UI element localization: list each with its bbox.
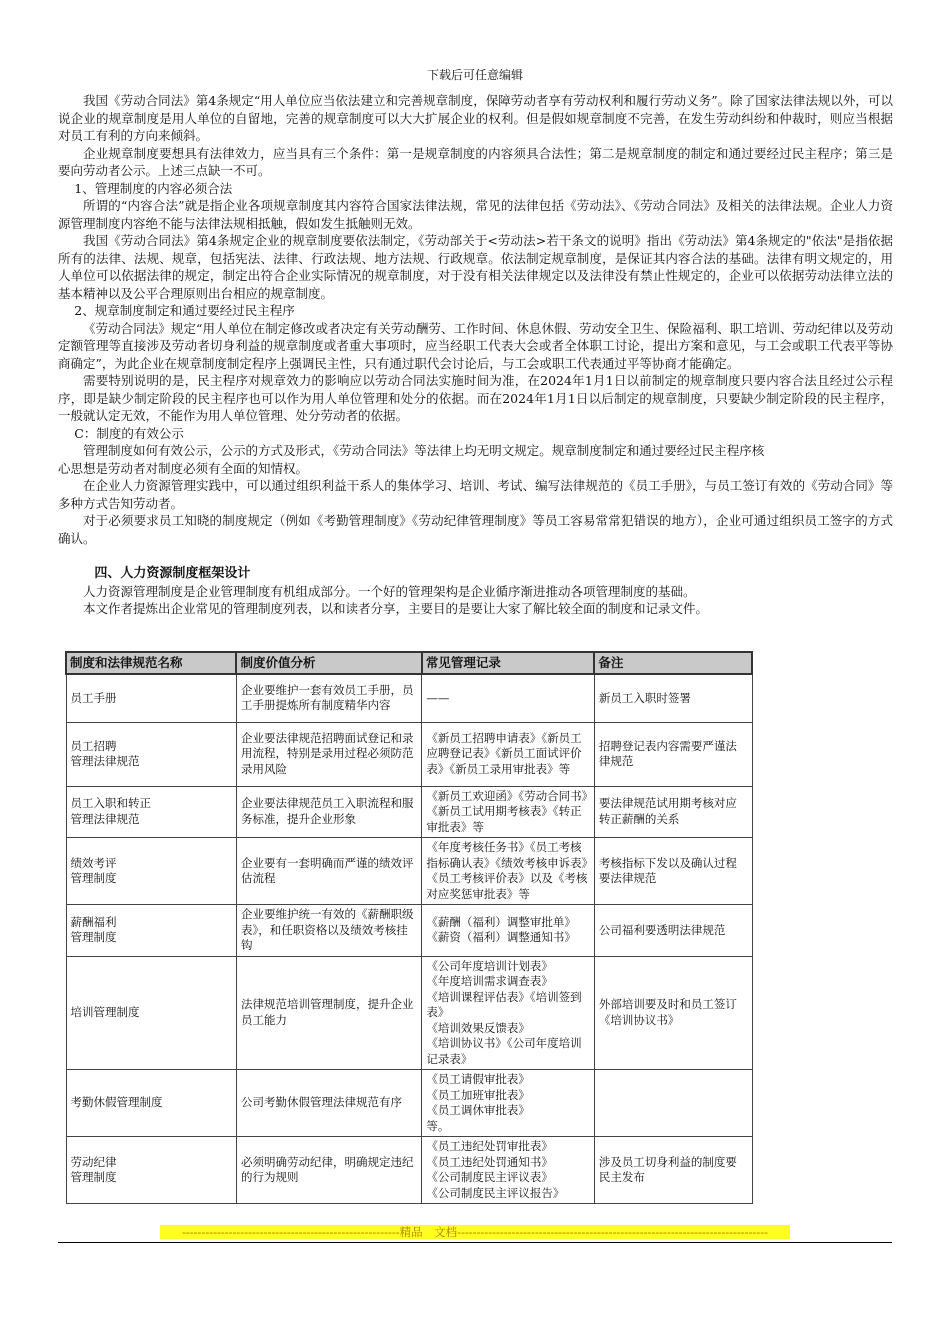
paragraph: 需要特别说明的是，民主程序对规章效力的影响应以劳动合同法实施时间为准，在2024年1月1日以前制定的规章制度只要内容合法且经过公示程序，即是缺少制定阶段的民主程序也可以作为用人单位管理和处分的依据。而在2024年1月1日以后制定的规章制度，只要缺少制定阶段的民主程序，一般就认定无效，不能作为用人单位管理、处分劳动者的依据。 <box>58 373 893 423</box>
cell-records: 《新员工欢迎函》《劳动合同书》《新员工试用期考核表》《转正审批表》等 <box>422 786 595 838</box>
column-header-value: 制度价值分析 <box>236 652 421 674</box>
cell-value: 企业要法律规范招聘面试登记和录用流程，特别是录用过程必须防范录用风险 <box>236 722 421 786</box>
table-row <box>66 1137 752 1204</box>
paragraph: 对于必须要求员工知晓的制度规定（例如《考勤管理制度》《劳动纪律管理制度》等员工容易常常犯错误的地方），企业可通过组织员工签字的方式确认。 <box>58 513 893 546</box>
cell-note: 新员工入职时签署 <box>594 674 752 722</box>
table-row <box>66 956 752 1070</box>
footer-rule <box>58 1242 892 1243</box>
cell-value: 企业要法律规范员工入职流程和服务标准，提升企业形象 <box>236 786 421 838</box>
cell-name: 劳动纪律 管理制度 <box>66 1137 236 1204</box>
column-header-records: 常见管理记录 <box>422 652 595 674</box>
paragraph: 我国《劳动合同法》第4条规定企业的规章制度要依法制定，《劳动部关于<劳动法>若干条文的说明》指出《劳动法》第4条规定的"依法"是指依据所有的法律、法规、规章，包括宪法、法律、行政法规、地方法规、行政规章。依法制定规章制度，是保证其内容合法的基础。法律有明文规定的，用人单位可以依据法律的规定，制定出符合企业实际情况的规章制度，对于没有相关法律规定以及法律没有禁止性规定的，企业可以依据劳动法律立法的基本精神以及公平合理原则出台相应的规章制度。 <box>58 233 893 301</box>
cell-name: 绩效考评 管理制度 <box>66 838 236 905</box>
cell-note: 招聘登记表内容需要严谨法律规范 <box>594 722 752 786</box>
paragraph: 管理制度如何有效公示，公示的方式及形式，《劳动合同法》等法律上均无明文规定。规章制度制定和通过要经过民主程序核 <box>83 443 765 458</box>
table-row <box>66 1070 752 1137</box>
cell-records: 《员工请假审批表》 《员工加班审批表》 《员工调休审批表》 等。 <box>422 1070 595 1137</box>
cell-records: 《公司年度培训计划表》 《年度培训需求调查表》 《培训课程评估表》《培训签到表》 《培训效果反馈表》 《培训协议书》《公司年度培训记录表》 <box>422 956 595 1070</box>
cell-records: 《薪酬（福利）调整审批单》《薪资（福利）调整通知书》 <box>422 905 595 957</box>
column-header-name: 制度和法律规范名称 <box>66 652 236 674</box>
paragraph: 在企业人力资源管理实践中，可以通过组织利益干系人的集体学习、培训、考试、编写法律规范的《员工手册》，与员工签订有效的《劳动合同》等多种方式告知劳动者。 <box>58 478 893 511</box>
cell-name: 考勤休假管理制度 <box>66 1070 236 1137</box>
document-body <box>58 92 893 618</box>
paragraph: 《劳动合同法》规定“用人单位在制定修改或者决定有关劳动酬劳、工作时间、休息休假、劳动安全卫生、保险福利、职工培训、劳动纪律以及劳动定额管理等直接涉及劳动者切身利益的规章制度或者重大事项时，应当经职工代表大会或者全体职工讨论，提出方案和意见，与工会或职工代表平等协商确定”，为此企业在规章制度制定程序上强调民主性，只有通过职代会讨论后，与工会或职工代表通过平等协商才能确定。 <box>58 320 893 371</box>
table-row <box>66 786 752 838</box>
cell-note <box>594 1070 752 1137</box>
cell-value: 必须明确劳动纪律，明确规定违纪的行为规则 <box>236 1137 421 1204</box>
paragraph: 我国《劳动合同法》第4条规定“用人单位应当依法建立和完善规章制度，保障劳动者享有劳动权利和履行劳动义务”。除了国家法律法规以外，可以说企业的规章制度是用人单位的自留地，完善的规章制度可以大大扩展企业的权利。但是假如规章制度不完善，在发生劳动纠纷和仲裁时，则应当根据对员工有利的方向来倾斜。 <box>58 93 893 143</box>
cell-note: 要法律规范试用期考核对应转正薪酬的关系 <box>594 786 752 838</box>
cell-records: 《年度考核任务书》《员工考核指标确认表》《绩效考核申诉表》《员工考核评价表》以及《考核对应奖惩审批表》等 <box>422 838 595 905</box>
table-row <box>66 838 752 905</box>
paragraph: 1、管理制度的内容必须合法 <box>74 180 233 196</box>
paragraph: 企业规章制度要想具有法律效力，应当具有三个条件：第一是规章制度的内容须具合法性；第二是规章制度的制定和通过要经过民主程序；第三是要向劳动者公示。上述三点缺一不可。 <box>58 145 893 178</box>
cell-note: 外部培训要及时和员工签订《培训协议书》 <box>594 956 752 1070</box>
paragraph: C：制度的有效公示 <box>74 425 184 441</box>
table-header-row <box>66 652 752 674</box>
cell-name: 员工入职和转正 管理法律规范 <box>66 786 236 838</box>
table-row <box>66 674 752 722</box>
paragraph-group-2 <box>58 583 893 618</box>
cell-records: 《新员工招聘申请表》《新员工应聘登记表》《新员工面试评价表》《新员工录用审批表》等 <box>422 722 595 786</box>
cell-name: 员工招聘 管理法律规范 <box>66 722 236 786</box>
column-header-note: 备注 <box>594 652 752 674</box>
cell-name: 薪酬福利 管理制度 <box>66 905 236 957</box>
paragraph: 本文作者提炼出企业常见的管理制度列表，以和读者分享，主要目的是要让大家了解比较全面的制度和记录文件。 <box>83 601 709 616</box>
cell-note: 公司福利要透明法律规范 <box>594 905 752 957</box>
cell-value: 法律规范培训管理制度，提升企业员工能力 <box>236 956 421 1070</box>
table-row <box>66 722 752 786</box>
cell-value: 企业要维护统一有效的《薪酬职级表》，和任职资格以及绩效考核挂钩 <box>236 905 421 957</box>
cell-name: 培训管理制度 <box>66 956 236 1070</box>
cell-value: 企业要有一套明确而严谨的绩效评估流程 <box>236 838 421 905</box>
page-header: 下载后可任意编辑 <box>426 68 523 82</box>
paragraph: 所谓的“内容合法”就是指企业各项规章制度其内容符合国家法律法规，常见的法律包括《劳动法》、《劳动合同法》及相关的法律法规。企业人力资源管理制度内容绝不能与法律法规相抵触，假如发生抵触则无效。 <box>58 198 893 231</box>
cell-value: 企业要维护一套有效员工手册，员工手册提炼所有制度精华内容 <box>236 674 421 722</box>
cell-name: 员工手册 <box>66 674 236 722</box>
section-heading: 四、人力资源制度框架设计 <box>94 566 251 581</box>
table-row <box>66 905 752 957</box>
paragraph-group <box>58 92 893 547</box>
footer-banner: --------------------------------------------------------精品 文档-------------------------------------------------------------------------------- <box>160 1225 790 1239</box>
cell-value: 公司考勤休假管理法律规范有序 <box>236 1070 421 1137</box>
cell-records: 《员工违纪处罚审批表》 《员工违纪处罚通知书》 《公司制度民主评议表》 《公司制度民主评议报告》 <box>422 1137 595 1204</box>
hr-system-table <box>65 651 753 1204</box>
paragraph: 2、规章制度制定和通过要经过民主程序 <box>74 303 295 318</box>
paragraph: 人力资源管理制度是企业管理制度有机组成部分。一个好的管理架构是企业循序渐进推动各项管理制度的基础。 <box>83 583 696 599</box>
cell-note: 考核指标下发以及确认过程要法律规范 <box>594 838 752 905</box>
cell-note: 涉及员工切身利益的制度要民主发布 <box>594 1137 752 1204</box>
cell-records: —— <box>422 674 595 722</box>
paragraph: 心思想是劳动者对制度必须有全面的知情权。 <box>58 460 309 476</box>
